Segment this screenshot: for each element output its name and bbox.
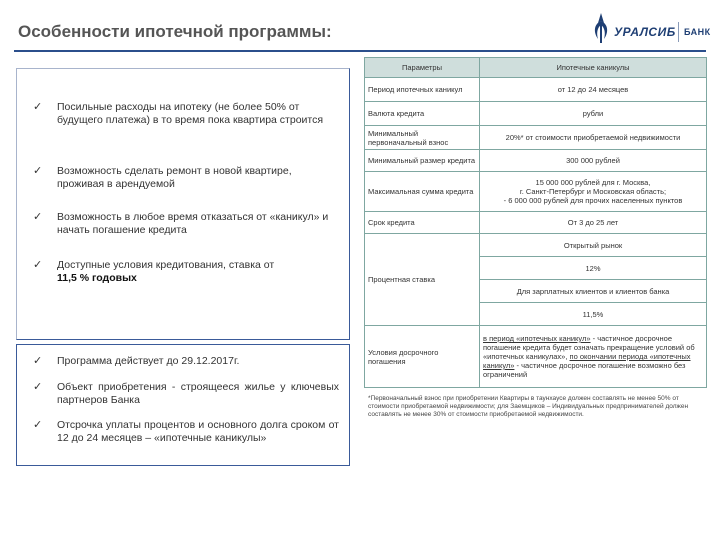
prepay-param: Условия досрочного погашения — [365, 326, 480, 388]
table-row: Период ипотечных каникул от 12 до 24 месяцев — [365, 78, 707, 102]
table-row: Максимальная сумма кредита 15 000 000 рублей для г. Москва, г. Санкт-Петербург и Московская область; - 6 000 000 рублей для прочих населенных пунктов — [365, 172, 707, 212]
table-row — [365, 326, 707, 388]
column-header: Параметры — [365, 58, 480, 78]
table-row: 12% — [365, 257, 707, 280]
program-item: ✓ Отсрочка уплаты процентов и основного долга сроком от 12 до 24 месяцев – «ипотечные каникулы» — [33, 419, 339, 444]
program-item: ✓ Объект приобретения - строящееся жилье у ключевых партнеров Банка — [33, 381, 339, 406]
benefit-item: ✓ Возможность сделать ремонт в новой квартире, проживая в арендуемой — [33, 165, 292, 190]
checkmark-icon: ✓ — [33, 101, 43, 113]
program-item: ✓ Программа действует до 29.12.2017г. — [33, 355, 240, 367]
uralsib-logo — [590, 12, 718, 44]
table-header-row — [365, 58, 707, 78]
column-header: Ипотечные каникулы — [480, 58, 707, 78]
table-row: Для зарплатных клиентов и клиентов банка — [365, 280, 707, 303]
logo-bank: БАНК — [684, 27, 711, 37]
checkmark-icon: ✓ — [33, 381, 43, 393]
table-row: Процентная ставка Открытый рынок — [365, 234, 707, 257]
program-box — [16, 344, 350, 466]
footnote: *Первоначальный взнос при приобретении Квартиры в таунхаусе должен составлять не менее 50% от стоимости приобретаемой недвижимости; для Заемщиков – Индивидуальных предпринимателей должен составлять не менее 30% от стоимости приобретаемой недвижимости. — [368, 395, 689, 418]
title-divider — [14, 50, 706, 52]
rate-highlight: 11,5 % годовых — [57, 272, 137, 284]
table-row: 11,5% — [365, 303, 707, 326]
table-row: Минимальный размер кредита 300 000 рублей — [365, 150, 707, 172]
prepay-terms: в период «ипотечных каникул» - частичное досрочное погашение кредита будет означать прекращение условий об «ипотечных каникулах», по окончании периода «ипотечных каникул» - частичное досрочное погашение возможно без ограничений — [480, 326, 707, 388]
benefits-box — [16, 68, 350, 340]
checkmark-icon: ✓ — [33, 259, 43, 271]
checkmark-icon: ✓ — [33, 419, 43, 431]
parameters-table — [364, 57, 707, 388]
logo-name: УРАЛСИБ — [614, 25, 676, 39]
rate-param: Процентная ставка — [365, 234, 480, 326]
table-row: Валюта кредита рубли — [365, 102, 707, 126]
uralsib-mark-icon — [590, 12, 612, 44]
table-row: Срок кредита От 3 до 25 лет — [365, 212, 707, 234]
checkmark-icon: ✓ — [33, 355, 43, 367]
page-title: Особенности ипотечной программы: — [18, 22, 332, 41]
checkmark-icon: ✓ — [33, 211, 43, 223]
table-row: Минимальный первоначальный взнос 20%* от стоимости приобретаемой недвижимости — [365, 126, 707, 150]
logo-separator — [678, 22, 679, 42]
checkmark-icon: ✓ — [33, 165, 43, 177]
benefit-item: ✓ Посильные расходы на ипотеку (не более 50% от будущего платежа) в то время пока квартира строится — [33, 101, 324, 126]
benefit-item: ✓ Возможность в любое время отказаться от «каникул» и начать погашение кредита — [33, 211, 329, 236]
benefit-item: ✓ Доступные условия кредитования, ставка от 11,5 % годовых — [33, 259, 275, 284]
